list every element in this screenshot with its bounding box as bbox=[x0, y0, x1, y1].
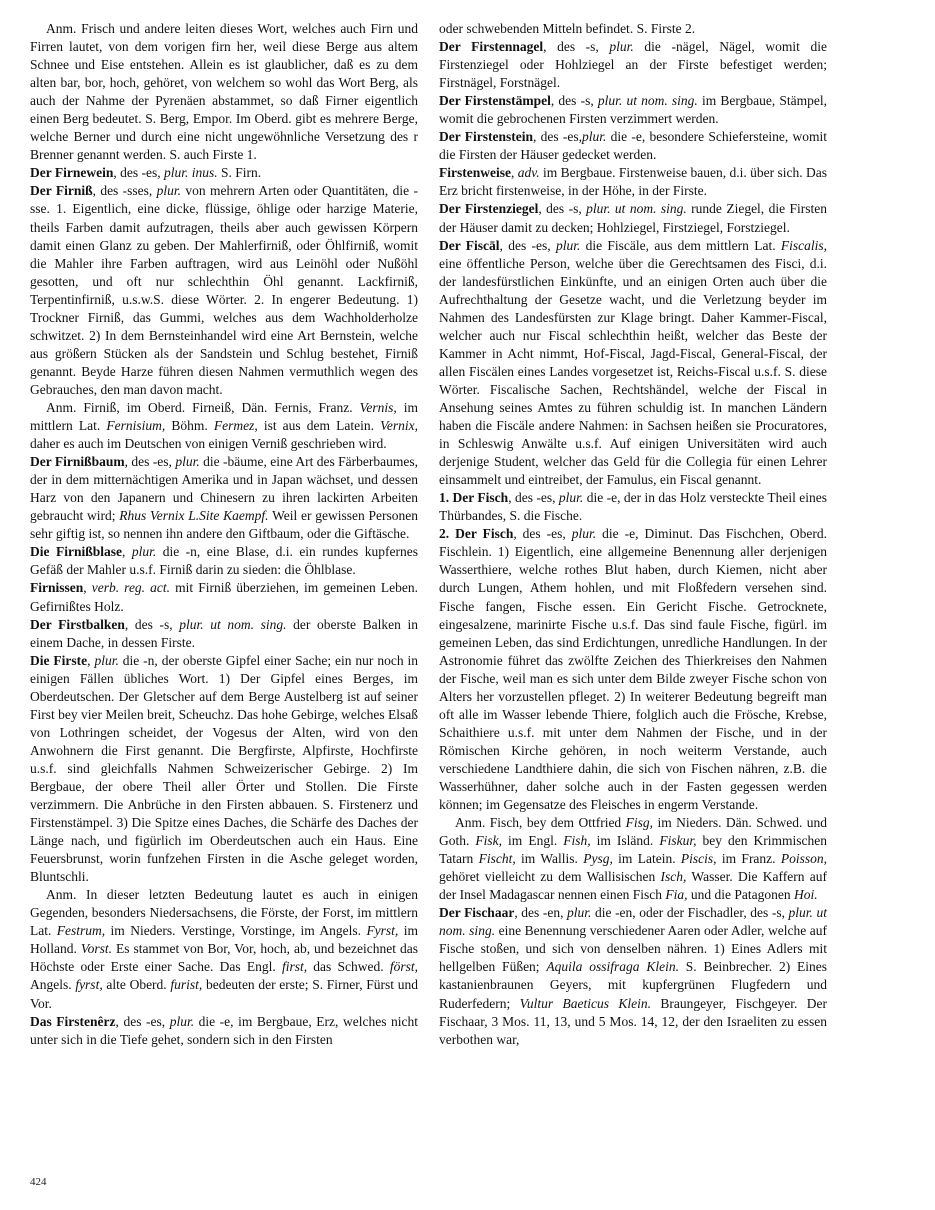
dictionary-entry bbox=[439, 200, 827, 236]
entry-text: im Nieders. Dän. Schwed. und Goth. bbox=[439, 815, 827, 849]
headword: Firstenweise bbox=[439, 165, 511, 181]
headword: 1. Der Fisch bbox=[439, 490, 509, 506]
entry-text: im Wallis. bbox=[515, 851, 584, 867]
entry-text: , des -es, bbox=[532, 129, 582, 145]
entry-text: daher es auch im Deutschen von einigen Verniß geschrieben wird. bbox=[30, 436, 387, 452]
italic-text: Fiscalis, bbox=[780, 237, 828, 253]
italic-text: Vorst. bbox=[80, 941, 112, 957]
italic-text: Piscis, bbox=[680, 851, 717, 867]
italic-text: Fiskur, bbox=[659, 833, 697, 849]
left-column bbox=[30, 20, 418, 1049]
entry-text: im Engl. bbox=[502, 833, 564, 849]
entry-text: eine Benennung verschiedener Aaren oder Adler, welche auf Fische stoßen, und sich von denselben nähren. 1) Eines Adlers mit hellgelben Füßen; bbox=[439, 923, 827, 975]
annotation-paragraph bbox=[30, 399, 418, 453]
headword: Die Firste bbox=[30, 652, 88, 668]
dictionary-entry bbox=[439, 904, 827, 1048]
italic-text: Fermez, bbox=[213, 418, 258, 434]
entry-text: die -e, besondere Schiefersteine, womit die Firsten der Häuser gedecket werden. bbox=[439, 129, 828, 163]
entry-text: die -e, im Bergbaue, Erz, welches nicht unter sich in die Tiefe gehet, sondern sich in den Firsten bbox=[30, 1013, 419, 1047]
right-column bbox=[439, 20, 827, 1049]
entry-text: der oberste Balken in einem Dache, in dessen Firste. bbox=[30, 616, 418, 650]
italic-text: Aquila ossifraga Klein. bbox=[546, 959, 679, 975]
entry-text: im Bergbaue, Stämpel, womit die gebrochenen Firsten verzimmert werden. bbox=[439, 93, 828, 127]
italic-text: plur. bbox=[555, 237, 581, 253]
italic-text: plur. ut nom. sing. bbox=[586, 201, 687, 217]
italic-text: plur. bbox=[94, 652, 119, 668]
entry-text: , des -es, bbox=[113, 165, 164, 181]
headword: Der Firstennagel bbox=[439, 39, 544, 55]
entry-text: , des -es, bbox=[124, 454, 176, 470]
italic-text: Fernisium, bbox=[106, 418, 166, 434]
italic-text: plur. bbox=[131, 544, 157, 560]
italic-text: Fyrst, bbox=[366, 923, 399, 939]
dictionary-entry bbox=[30, 1013, 418, 1049]
entry-text: Wasser. Die Kaffern auf der Insel Madagascar nennen einen Fisch bbox=[439, 869, 827, 903]
italic-text: plur. bbox=[581, 129, 607, 145]
italic-text: plur. bbox=[567, 905, 592, 921]
entry-text: und die Patagonen bbox=[687, 887, 795, 903]
headword: Der Fischaar bbox=[439, 905, 515, 921]
entry-text: , des -es, bbox=[508, 490, 559, 506]
entry-text: S. Beinbrecher. 2) Eines kastanienbraunen Geyers, mit kupfergrünen Flugfedern und Ruderfedern; bbox=[439, 959, 828, 1011]
dictionary-entry bbox=[30, 543, 418, 579]
entry-text: , des -es, bbox=[513, 526, 572, 542]
entry-text: , des -sses, bbox=[92, 183, 157, 199]
italic-text: Rhus Vernix L.Site Kaempf. bbox=[119, 508, 269, 524]
italic-text: plur. inus. bbox=[163, 165, 218, 181]
entry-text: Angels. bbox=[30, 977, 76, 993]
dictionary-entry bbox=[30, 616, 418, 652]
italic-text: plur. ut nom. sing. bbox=[597, 93, 698, 109]
italic-text: plur. bbox=[609, 39, 634, 55]
entry-text: die -n, eine Blase, d.i. ein rundes kupfernes Gefäß der Mahler u.s.f. Firniß darin zu sieden: die Öhlblase. bbox=[30, 544, 418, 578]
headword: Der Firstbalken bbox=[30, 616, 125, 632]
entry-text: die -en, oder der Fischadler, des -s, bbox=[591, 905, 789, 921]
entry-text: ist aus dem Latein. bbox=[257, 418, 381, 434]
entry-text: eine öffentliche Person, welche über die Gerechtsamen des Fisci, d.i. der landesfürstlichen Einkünfte, und an einigen Orten auch über die Aufrechthaltung der Gesetze wacht, und die Verletzung beyder im Nahmen des Landesfürsten zur Klage bringt. Daher Kammer-Fiscal, welcher auch nur Fiscal schlechthin heißt, welcher das Beste der Kammer in Acht nimmt, Hof-Fiscal, Jagd-Fiscal, General-Fiscal, der allen Fiscälen eines Landes vorgesetzet ist, Reichs-Fiscal u.s.f. S. diese Wörter. Fiscalische Sachen, Rechtshändel, welche der Fiscal in Ansehung seines Amtes zu führen schuldig ist. In manchen Ländern haben die Fiscäle andere Nahmen: in Sachsen heißen sie Procuratores, in Schleswig Anwälte u.s.f. Auf einigen Universitäten wird auch derjenige Student, welcher das Geld für die Collegia für einen Lehrer einsammelt und eintreibet, der Famulus, ein Fiscal genannt. bbox=[439, 255, 827, 488]
headword: Der Fiscāl bbox=[439, 237, 500, 253]
italic-text: plur. bbox=[558, 490, 584, 506]
entry-text: im Latein. bbox=[612, 851, 681, 867]
entry-text: im mittlern Lat. bbox=[30, 399, 418, 434]
entry-text: alte Oberd. bbox=[102, 977, 171, 993]
dictionary-entry bbox=[30, 652, 418, 887]
dictionary-entry bbox=[439, 525, 827, 814]
italic-text: plur. ut nom. sing. bbox=[179, 616, 287, 632]
dictionary-entry bbox=[30, 182, 418, 399]
italic-text: verb. reg. act. bbox=[91, 580, 171, 596]
entry-text: Anm. In dieser letzten Bedeutung lautet es auch in einigen Gegenden, besonders Niedersachsens, die Förste, der Forst, im mittlern Lat. bbox=[30, 887, 418, 939]
italic-text: Vernis, bbox=[359, 399, 397, 415]
entry-text: die -bäume, eine Art des Färberbaumes, der in dem mitternächtigen Amerika und in Japan wächset, und dessen Harz von den Japanern und Chinesern zu ihren lackirten Arbeiten gebraucht wird; bbox=[30, 454, 418, 524]
italic-text: plur. bbox=[571, 526, 597, 542]
entry-text: Böhm. bbox=[165, 418, 214, 434]
headword: Firnissen bbox=[30, 580, 84, 596]
headword: Der Firstenstein bbox=[439, 129, 533, 145]
dictionary-entry bbox=[439, 20, 827, 38]
italic-text: Pysg, bbox=[583, 851, 613, 867]
italic-text: Isch, bbox=[660, 869, 687, 885]
entry-text: Anm. Frisch und andere leiten dieses Wort, welches auch Firn und Firren lautet, von dem vorigen firn her, weil diese Berge aus altem Schnee und Eise entstehen. Allein es ist glaublicher, daß es zu dem alten bar, bor, hoch, gehöret, von welchem so wohl das Wort Berg, als auch der Nahme der Pyrenäen abstammet, so daß Firner eigentlich einen Berg bedeutet. S. Berg, Empor. Im Oberd. gibt es mehrere Berge, welche Berner und durch eine nicht ungewöhnliche Versetzung des r Brenner genannt werden. S. auch Firste 1. bbox=[30, 21, 418, 163]
entry-text: , bbox=[510, 165, 518, 181]
entry-text: Es stammet von Bor, Vor, hoch, ab, und bezeichnet das Höchste oder Erste einer Sache. Das Engl. bbox=[30, 941, 418, 975]
entry-text: bedeuten der erste; S. Firner, Fürst und Vor. bbox=[30, 977, 418, 1011]
italic-text: Fischt, bbox=[478, 851, 516, 867]
entry-text: im Holland. bbox=[30, 923, 418, 957]
italic-text: plur. bbox=[169, 1013, 195, 1029]
italic-text: fyrst, bbox=[75, 977, 103, 993]
dictionary-entry bbox=[30, 453, 418, 543]
italic-text: plur. ut nom. sing. bbox=[439, 905, 828, 939]
dictionary-entry bbox=[439, 92, 827, 128]
entry-text: das Schwed. bbox=[307, 959, 390, 975]
italic-text: Fisg, bbox=[625, 815, 654, 831]
page-number: 424 bbox=[30, 1176, 47, 1188]
entry-text: Anm. Firniß, im Oberd. Firneiß, Dän. Fernis, Franz. bbox=[46, 399, 360, 415]
annotation-paragraph bbox=[30, 20, 418, 164]
italic-text: plur. bbox=[175, 454, 200, 470]
italic-text: plur. bbox=[156, 183, 182, 199]
entry-text: , des -s, bbox=[550, 93, 598, 109]
entry-text: , bbox=[121, 544, 132, 560]
entry-text: , des -es, bbox=[115, 1013, 170, 1029]
entry-text: mit Firniß überziehen, im gemeinen Leben. Gefirnißtes Holz. bbox=[30, 580, 418, 614]
headword: Der Firnewein bbox=[30, 165, 114, 181]
italic-text: Fia, bbox=[665, 887, 688, 903]
dictionary-entry bbox=[30, 164, 418, 182]
entry-text: , des -en, bbox=[514, 905, 568, 921]
annotation-paragraph bbox=[30, 886, 418, 1012]
entry-text: , des -s, bbox=[543, 39, 610, 55]
headword: Der Firstenstämpel bbox=[439, 93, 551, 109]
dictionary-entry bbox=[439, 164, 827, 200]
entry-text: , bbox=[87, 652, 95, 668]
headword: Das Firstenêrz bbox=[30, 1013, 116, 1029]
entry-text: , des -s, bbox=[124, 616, 180, 632]
italic-text: Fish, bbox=[563, 833, 591, 849]
annotation-paragraph bbox=[439, 814, 827, 904]
italic-text: Festrum, bbox=[56, 923, 106, 939]
headword: 2. Der Fisch bbox=[439, 526, 514, 542]
entry-text: die -e, der in das Holz versteckte Theil eines Thürbandes, S. die Fische. bbox=[439, 490, 827, 524]
entry-text: S. Firn. bbox=[217, 165, 262, 181]
entry-text: , des -es, bbox=[499, 237, 556, 253]
dictionary-entry bbox=[439, 128, 827, 164]
headword: Die Firnißblase bbox=[30, 544, 122, 560]
entry-text: die -e, Diminut. Das Fischchen, Oberd. Fischlein. 1) Eigentlich, eine allgemeine Benennung aller derjenigen Wasserthiere, welche rothes Blut haben, durch Kiemen, nicht aber durch Lungen, Athem hohlen, und mit Floßfedern versehen sind. Fische fangen, Fische essen. Ein Gericht Fische. Getrocknete, eingesalzene, marinirte Fische u.s.f. Das sind faule Fische, figürl. im gemeinen Leben, das sind Erdichtungen, unredliche Handlungen. In der Astronomie führet das zwölfte Zeichen des Thierkreises den Nahmen der Fische, weil man es sich unter dem Bilde zweyer Fische schon von Alters her vorzustellen pfleget. 2) In weiterer Bedeutung begreift man oft alle im Wasser lebende Thiere, folglich auch die Frösche, Krebse, Schaithiere u.s.f. mit unter dem Nahmen der Fische, und in der Römischen Kirche gehören, in noch weiterm Verstande, auch verschiedene Landthiere dahin, die sich von Fischen nähren, z.B. die Wasserhühner, daher solche auch in der Fasten gegessen werden können; im Gegensatze des Fleisches in engerm Verstande. bbox=[439, 526, 827, 813]
entry-text: gehöret vielleicht zu dem Wallisischen bbox=[439, 869, 661, 885]
italic-text: adv. bbox=[517, 165, 540, 181]
entry-text: , bbox=[83, 580, 92, 596]
italic-text: Vernix, bbox=[380, 418, 418, 434]
dictionary-entry bbox=[439, 489, 827, 525]
italic-text: first, bbox=[281, 959, 308, 975]
entry-text: Braungeyer, Fischgeyer. Der Fischaar, 3 Mos. 11, 13, und 5 Mos. 14, 12, der den Israeliten zu essen verbothen war, bbox=[439, 995, 827, 1047]
entry-text: die Fiscäle, aus dem mittlern Lat. bbox=[580, 237, 781, 253]
entry-text: die -n, der oberste Gipfel einer Sache; ein nur noch in einigen Fällen übliches Wort. 1) Der Gipfel eines Berges, im Oberdeutschen. Der Gletscher auf dem Berge Austelberg ist auf seiner First bey vier Meilen breit, Scheuchz. Das hohe Gebirge, welches Elsaß von Lothringen scheidet, der Vogesus der Alten, wird von den Anwohnern die First genannt. Die Bergfirste, Alpfirste, Hochfirste u.s.f. sind gleichfalls Nahmen Schweizerischer Gebirge. 2) Im Bergbaue, der obere Theil aller Örter und Stollen. Die Firste verzimmern. Die Anbrüche in den Firsten abbauen. S. Firstenerz und Firstenstämpel. 3) Die Spitze eines Daches, die Schärfe des Daches der Länge nach, und figürlich im Oberdeutschen auch ein Haus. Eine Feuersbrunst, worin funfzehen Firsten in die Asche geleget worden, Bluntschli. bbox=[30, 652, 418, 885]
entry-text: bey den Krimmischen Tatarn bbox=[439, 833, 827, 867]
italic-text: Fisk, bbox=[475, 833, 503, 849]
entry-text: im Isländ. bbox=[590, 833, 660, 849]
entry-text: im Bergbaue. Firstenweise bauen, d.i. über sich. Das Erz bricht firstenweise, in der Höhe, in der Firste. bbox=[439, 165, 828, 199]
entry-text: Weil er gewissen Personen sehr giftig ist, so nennen ihn andere den Giftbaum, oder die Giftäsche. bbox=[30, 508, 418, 542]
italic-text: först, bbox=[389, 959, 418, 975]
dictionary-entry bbox=[30, 579, 418, 615]
entry-text: im Franz. bbox=[716, 851, 781, 867]
italic-text: furist, bbox=[170, 977, 203, 993]
dictionary-entry bbox=[439, 237, 827, 490]
italic-text: Vultur Baeticus Klein. bbox=[519, 995, 651, 1011]
entry-text: von mehrern Arten oder Quantitäten, die -sse. 1. Eigentlich, eine dicke, flüssige, öhlige oder harzige Materie, theils Farben damit aufzutragen, theils aber auch gewissen Körpern damit einen Glanz zu geben. Der Mahlerfirniß, oder Öhlfirniß, womit die Mahler ihre Farben auftragen, wird aus Leinöhl oder Nußöhl gesotten, und oft nur schlechthin Öhl genannt. Lackfirniß, Terpentinfirniß, u.s.w.S. diese Wörter. 2. In engerer Bedeutung. 1) Trockner Firniß, das Gummi, welches aus dem Wachholderholze schwitzet. 2) In dem Bernsteinhandel wird eine Art Bernstein, welche aus größern Stücken als der Sandstein und Schlug bestehet, Firniß genannt. Beyde Harze führen diesen Nahmen vermuthlich wegen des Gebrauches, den man davon macht. bbox=[30, 183, 418, 397]
entry-text: im Nieders. Verstinge, Vorstinge, im Angels. bbox=[105, 923, 367, 939]
dictionary-entry bbox=[439, 38, 827, 92]
italic-text: Hoi. bbox=[794, 887, 818, 903]
headword: Der Firniß bbox=[30, 183, 93, 199]
entry-text: runde Ziegel, die Firsten der Häuser damit zu decken; Hohlziegel, Firstziegel, Forstziegel. bbox=[439, 201, 828, 235]
entry-text: oder schwebenden Mitteln befindet. S. Firste 2. bbox=[439, 21, 696, 36]
headword: Der Firstenziegel bbox=[439, 201, 539, 217]
headword: Der Firnißbaum bbox=[30, 454, 125, 470]
italic-text: Poisson, bbox=[780, 851, 827, 867]
entry-text: die -nägel, Nägel, womit die Firstenziegel oder Hohlziegel an der Firste befestiget werden; Firstnägel, Forstnägel. bbox=[439, 39, 828, 91]
entry-text: Anm. Fisch, bey dem Ottfried bbox=[455, 815, 626, 831]
entry-text: , des -s, bbox=[538, 201, 587, 217]
